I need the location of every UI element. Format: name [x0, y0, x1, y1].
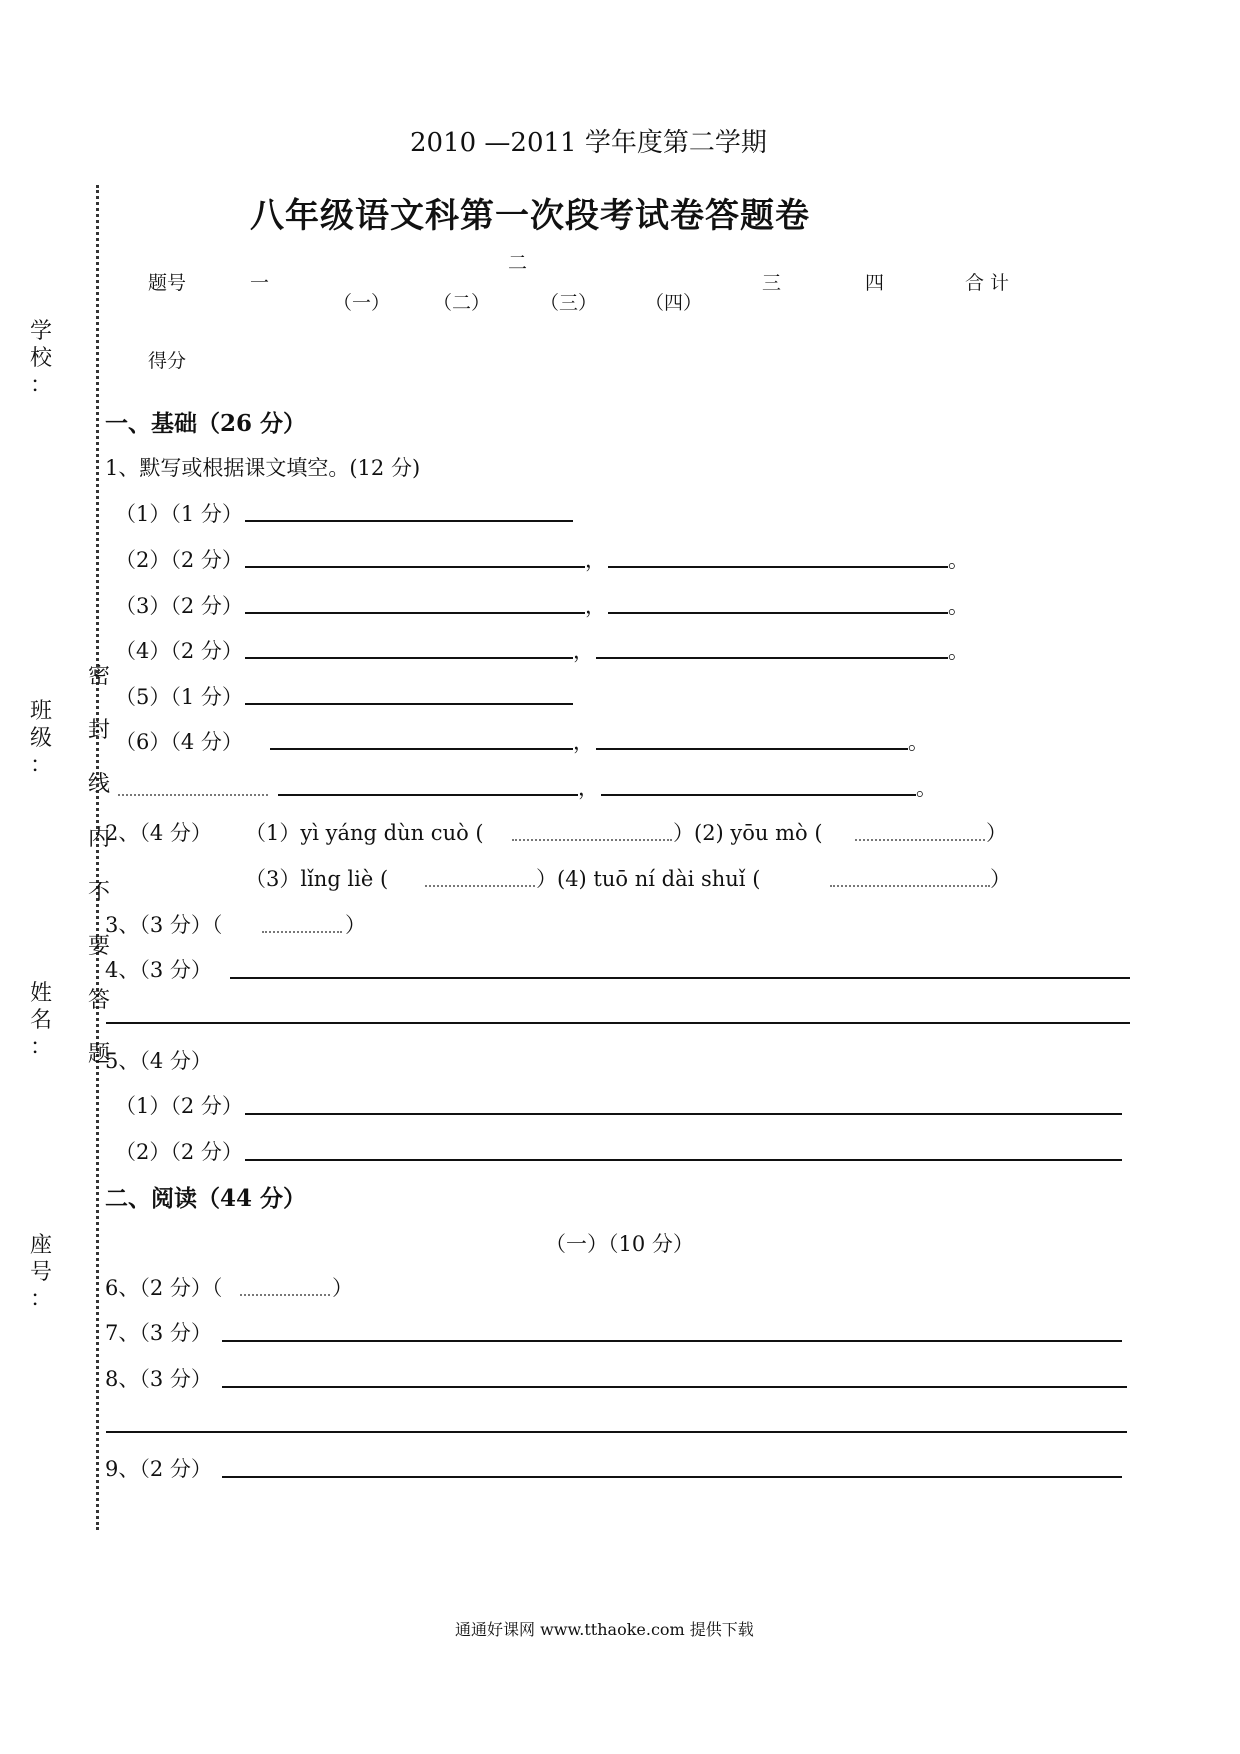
q2-part-4: ）(4) tuō ní dài shuǐ ( — [536, 867, 761, 891]
q5-item-2-blank[interactable] — [245, 1159, 1122, 1161]
q1-item-2-label: （2）（2 分） — [115, 548, 243, 572]
q6-label: 6、（2 分）（ — [105, 1276, 223, 1300]
q1-item-3-label: （3）（2 分） — [115, 594, 243, 618]
q8-blank-2[interactable] — [106, 1431, 1127, 1433]
col-3: 三 — [762, 272, 782, 294]
year-line: 2010 —2011 学年度第二学期 — [410, 128, 767, 158]
period: 。 — [948, 639, 969, 663]
q1-item-6-blank-b[interactable] — [596, 748, 908, 750]
q5-item-1-blank[interactable] — [245, 1113, 1122, 1115]
q4-blank-1[interactable] — [230, 977, 1130, 979]
period: 。 — [948, 594, 969, 618]
q2-part-4-blank[interactable] — [830, 885, 990, 887]
q5-item-1-label: （1）（2 分） — [115, 1094, 243, 1118]
q2-part-2: ）(2) yōu mò ( — [673, 821, 823, 845]
comma: ， — [573, 730, 594, 754]
col-1: 一 — [250, 272, 270, 294]
row-label-score: 得分 — [148, 350, 187, 372]
period: 。 — [908, 730, 929, 754]
q1-item-2-blank-a[interactable] — [245, 566, 585, 568]
q9-label: 9、（2 分） — [105, 1457, 212, 1481]
q1-item-4-blank-a[interactable] — [245, 657, 573, 659]
q7-label: 7、（3 分） — [105, 1321, 212, 1345]
q2-part-3-blank[interactable] — [425, 885, 535, 887]
col-2: 二 — [508, 252, 528, 274]
q5-item-2-label: （2）（2 分） — [115, 1140, 243, 1164]
dotted-filler — [118, 794, 268, 796]
section-2-sub-heading: （一）（10 分） — [545, 1232, 694, 1256]
q1-item-5-label: （5）（1 分） — [115, 685, 243, 709]
binding-margin-line — [96, 185, 99, 1530]
q1-item-4-label: （4）（2 分） — [115, 639, 243, 663]
page-title: 八年级语文科第一次段考试卷答题卷 — [250, 196, 810, 236]
q3-label: 3、（3 分）（ — [105, 913, 223, 937]
row-label-question-number: 题号 — [148, 272, 187, 294]
comma: ， — [573, 639, 594, 663]
q8-blank-1[interactable] — [222, 1386, 1127, 1388]
section-1-heading: 一、基础（26 分） — [105, 410, 307, 437]
comma: ， — [585, 548, 606, 572]
q8-label: 8、（3 分） — [105, 1367, 212, 1391]
close-paren: ） — [332, 1276, 353, 1300]
period: 。 — [916, 776, 937, 800]
col-total: 合 计 — [965, 272, 1010, 294]
q1-item-2-blank-b[interactable] — [608, 566, 948, 568]
col-4: 四 — [865, 272, 885, 294]
section-2-heading: 二、阅读（44 分） — [105, 1185, 307, 1212]
comma: ， — [578, 776, 599, 800]
q1-item-3-blank-b[interactable] — [608, 612, 948, 614]
q2-part-2-blank[interactable] — [855, 839, 985, 841]
col-2-sub-1: （一） — [333, 292, 391, 314]
q3-blank[interactable] — [262, 931, 342, 933]
q1-item-1-blank[interactable] — [245, 520, 573, 522]
col-2-sub-3: （三） — [540, 292, 598, 314]
q1-item-5-blank[interactable] — [245, 703, 573, 705]
comma: ， — [585, 594, 606, 618]
close-paren: ） — [986, 821, 1007, 845]
q2-label: 2、（4 分） — [105, 821, 212, 845]
col-2-sub-4: （四） — [645, 292, 703, 314]
close-paren: ） — [990, 867, 1011, 891]
q7-blank[interactable] — [222, 1340, 1122, 1342]
q1-item-6-blank-c[interactable] — [278, 794, 578, 796]
q1-item-6-blank-d[interactable] — [601, 794, 916, 796]
q1-intro: 1、默写或根据课文填空。(12 分) — [105, 456, 421, 480]
close-paren: ） — [345, 913, 366, 937]
q1-item-6-label: （6）（4 分） — [115, 730, 243, 754]
q4-label: 4、（3 分） — [105, 958, 212, 982]
q9-blank[interactable] — [222, 1476, 1122, 1478]
footer-source: 通通好课网 www.tthaoke.com 提供下载 — [455, 1620, 754, 1639]
q2-part-1-blank[interactable] — [512, 839, 672, 841]
q1-item-4-blank-b[interactable] — [596, 657, 948, 659]
q5-label: 5、（4 分） — [105, 1049, 212, 1073]
q2-part-3: （3）lǐng liè ( — [245, 867, 389, 891]
q2-part-1: （1）yì yáng dùn cuò ( — [245, 821, 484, 845]
q4-blank-2[interactable] — [106, 1022, 1130, 1024]
q6-blank[interactable] — [240, 1294, 330, 1296]
q1-item-6-blank-a[interactable] — [270, 748, 573, 750]
col-2-sub-2: （二） — [433, 292, 491, 314]
period: 。 — [948, 548, 969, 572]
q1-item-3-blank-a[interactable] — [245, 612, 585, 614]
q1-item-1-label: （1）（1 分） — [115, 502, 243, 526]
